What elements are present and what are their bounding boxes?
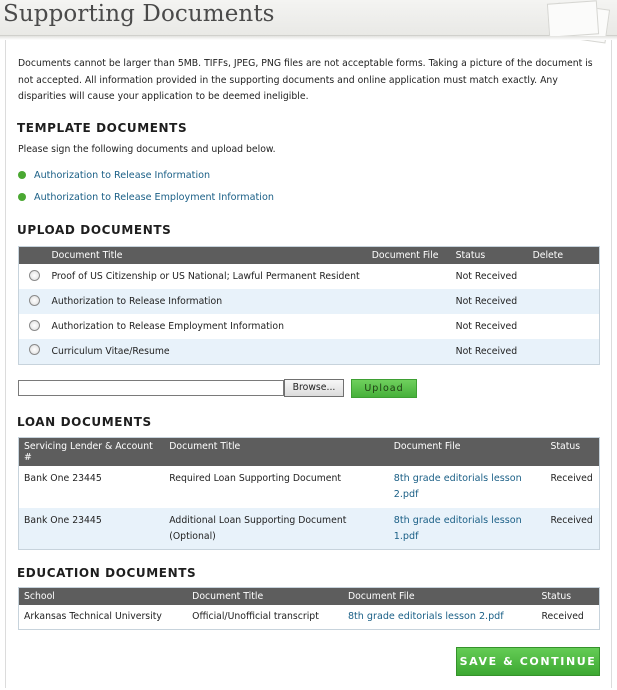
radio-cell xyxy=(19,289,47,314)
document-file xyxy=(367,289,451,314)
radio-cell xyxy=(19,264,47,289)
green-bullet-icon xyxy=(18,193,26,201)
column-header: Document File xyxy=(367,247,451,265)
document-file xyxy=(367,314,451,339)
browse-button[interactable]: Browse... xyxy=(284,379,344,397)
loan-table xyxy=(18,437,600,550)
table-row xyxy=(19,508,600,549)
document-file-link[interactable]: 8th grade editorials lesson 2.pdf xyxy=(393,473,522,500)
delete-cell xyxy=(528,264,600,289)
upload-section-title: UPLOAD DOCUMENTS xyxy=(17,223,172,237)
table-row xyxy=(19,264,600,289)
table-row xyxy=(19,605,600,629)
column-header: Document Title xyxy=(164,438,389,467)
template-item xyxy=(18,190,274,204)
table-row xyxy=(19,289,600,314)
select-radio[interactable] xyxy=(29,320,40,331)
delete-cell xyxy=(528,289,600,314)
document-file-link[interactable]: 8th grade editorials lesson 1.pdf xyxy=(393,515,522,542)
status-text: Not Received xyxy=(455,321,518,332)
table-header-row xyxy=(19,247,600,265)
status-text: Received xyxy=(541,611,584,623)
document-title: Additional Loan Supporting Document (Optional) xyxy=(169,515,347,542)
column-header: Servicing Lender & Account # xyxy=(19,438,165,467)
column-header: School xyxy=(19,588,188,606)
intro-text: Documents cannot be larger than 5MB. TIFFs, JPEG, PNG files are not acceptable forms. Taking a picture of the document is not accepted. All information provided in the supporting documents and online application must match exactly. Any disparities will cause your application to be deemed ineligible. xyxy=(18,58,593,103)
lender-account: Bank One 23445 xyxy=(24,473,102,484)
delete-cell xyxy=(528,314,600,339)
document-file xyxy=(367,339,451,364)
status-text: Not Received xyxy=(455,345,518,357)
document-file-link[interactable]: 8th grade editorials lesson 2.pdf xyxy=(347,611,504,623)
paper-icon xyxy=(547,0,599,37)
upload-table xyxy=(18,246,600,365)
status-text: Received xyxy=(550,473,593,484)
template-section-title: TEMPLATE DOCUMENTS xyxy=(17,121,188,135)
status-text: Not Received xyxy=(455,296,518,307)
column-header: Status xyxy=(545,438,599,467)
select-radio[interactable] xyxy=(29,270,40,281)
table-row xyxy=(19,314,600,339)
document-title: Authorization to Release Employment Information xyxy=(51,321,284,332)
document-title: Authorization to Release Information xyxy=(51,296,223,307)
template-link-release-employment[interactable]: Authorization to Release Employment Information xyxy=(34,191,274,203)
column-header: Status xyxy=(451,247,528,265)
school-name: Arkansas Technical University xyxy=(24,611,162,623)
column-header: Document Title xyxy=(187,588,343,606)
template-item xyxy=(18,168,210,182)
lender-account: Bank One 23445 xyxy=(24,515,102,526)
page-title: Supporting Documents xyxy=(3,1,275,27)
file-path-input[interactable] xyxy=(18,380,284,396)
column-header: Document File xyxy=(343,588,537,606)
template-link-release-information[interactable]: Authorization to Release Information xyxy=(34,169,211,181)
document-title: Proof of US Citizenship or US National; Lawful Permanent Resident xyxy=(51,271,360,282)
status-text: Not Received xyxy=(455,271,518,282)
document-title: Official/Unofficial transcript xyxy=(192,611,319,623)
upload-button[interactable]: Upload xyxy=(351,379,417,398)
green-bullet-icon xyxy=(18,171,26,179)
table-row xyxy=(19,466,600,508)
table-header-row xyxy=(19,438,600,467)
table-header-row xyxy=(19,588,600,606)
radio-cell xyxy=(19,314,47,339)
radio-cell xyxy=(19,339,47,364)
save-continue-button[interactable]: SAVE & CONTINUE xyxy=(456,647,600,676)
column-header: Document File xyxy=(389,438,546,467)
select-radio[interactable] xyxy=(29,295,40,306)
document-title: Curriculum Vitae/Resume xyxy=(51,345,170,357)
status-text: Received xyxy=(550,515,593,526)
select-column-header xyxy=(19,247,47,265)
loan-section-title: LOAN DOCUMENTS xyxy=(17,415,152,429)
template-instructions: Please sign the following documents and upload below. xyxy=(18,144,276,155)
table-row xyxy=(19,339,600,364)
delete-cell xyxy=(528,339,600,364)
education-section-title: EDUCATION DOCUMENTS xyxy=(17,566,197,580)
education-table xyxy=(18,587,600,630)
select-radio[interactable] xyxy=(29,344,40,355)
document-file xyxy=(367,264,451,289)
column-header: Delete xyxy=(528,247,600,265)
column-header: Document Title xyxy=(46,247,366,265)
column-header: Status xyxy=(537,588,600,606)
page-header xyxy=(0,0,617,36)
document-title: Required Loan Supporting Document xyxy=(169,473,342,484)
